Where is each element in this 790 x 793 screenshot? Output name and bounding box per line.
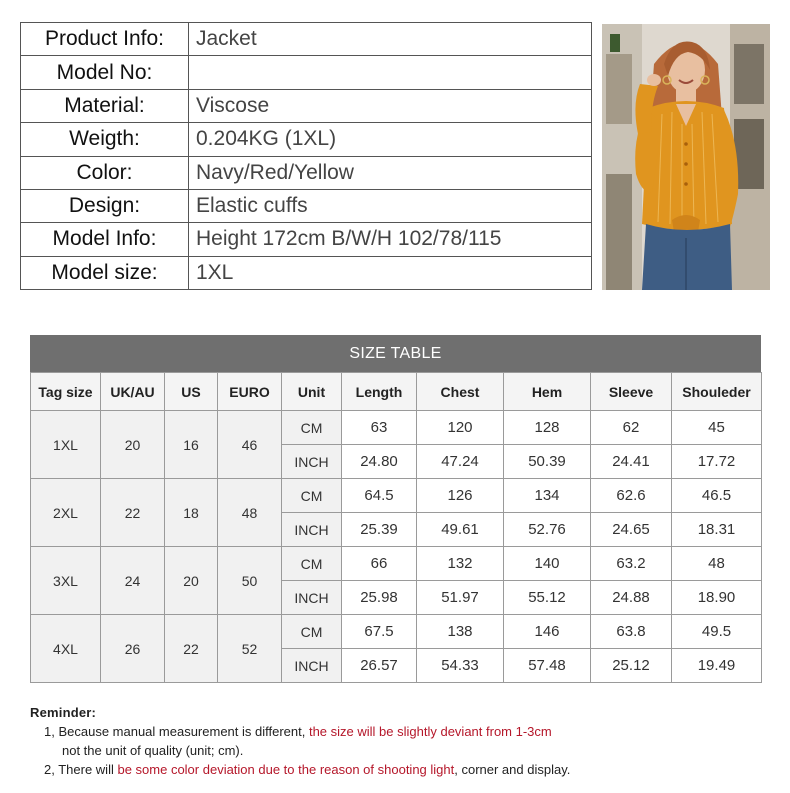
uk-cell: 24 [101,547,165,615]
chest-cell: 47.24 [417,445,504,479]
shoulder-cell: 48 [672,547,762,581]
info-row-model-info [21,223,592,256]
chest-cell: 51.97 [417,581,504,615]
length-cell: 25.98 [342,581,417,615]
shoulder-cell: 46.5 [672,479,762,513]
chest-cell: 54.33 [417,649,504,683]
length-cell: 64.5 [342,479,417,513]
info-row-model-no [21,56,592,89]
col-header: Unit [282,373,342,411]
reminder [30,703,770,779]
col-header: UK/AU [101,373,165,411]
unit-cell: CM [282,479,342,513]
us-cell: 18 [165,479,218,547]
info-value: Height 172cm B/W/H 102/78/115 [189,223,592,256]
shoulder-cell: 49.5 [672,615,762,649]
info-label: Design: [21,189,189,222]
unit-cell: INCH [282,581,342,615]
col-header: US [165,373,218,411]
euro-cell: 48 [218,479,282,547]
sleeve-cell: 24.65 [591,513,672,547]
size-table-title: SIZE TABLE [30,335,761,372]
shoulder-cell: 45 [672,411,762,445]
table-row [31,547,762,581]
col-header: Shouleder [672,373,762,411]
size-table-header [31,373,762,411]
info-label: Color: [21,156,189,189]
info-label: Model Info: [21,223,189,256]
shoulder-cell: 17.72 [672,445,762,479]
sleeve-cell: 25.12 [591,649,672,683]
unit-cell: CM [282,547,342,581]
size-table-section [30,335,761,681]
info-row-product [21,23,592,56]
info-value: Viscose [189,89,592,122]
jeans [642,224,732,290]
info-row-model-size [21,256,592,289]
table-row [31,479,762,513]
length-cell: 67.5 [342,615,417,649]
model-illustration [602,24,770,290]
unit-cell: INCH [282,513,342,547]
model-photo [602,24,770,290]
reminder-highlight: the size will be slightly deviant from 1-3cm [308,724,552,739]
euro-cell: 52 [218,615,282,683]
tag-size-cell: 4XL [31,615,101,683]
table-row [31,411,762,445]
hem-cell: 50.39 [504,445,591,479]
info-label: Model No: [21,56,189,89]
info-value: Elastic cuffs [189,189,592,222]
table-row [31,615,762,649]
uk-cell: 26 [101,615,165,683]
length-cell: 25.39 [342,513,417,547]
reminder-line-2 [30,760,770,779]
sleeve-cell: 63.8 [591,615,672,649]
info-value [189,56,592,89]
size-table [30,372,762,683]
info-value: 0.204KG (1XL) [189,123,592,156]
unit-cell: CM [282,615,342,649]
reminder-text: 2, There will [44,762,118,777]
col-header: Hem [504,373,591,411]
info-row-design [21,189,592,222]
info-label: Material: [21,89,189,122]
reminder-text: 1, Because manual measurement is different, [44,724,309,739]
uk-cell: 20 [101,411,165,479]
sleeve-cell: 24.41 [591,445,672,479]
length-cell: 66 [342,547,417,581]
info-row-weight [21,123,592,156]
length-cell: 26.57 [342,649,417,683]
chest-cell: 126 [417,479,504,513]
hem-cell: 146 [504,615,591,649]
info-row-material [21,89,592,122]
us-cell: 22 [165,615,218,683]
reminder-heading: Reminder: [30,705,97,720]
info-label: Product Info: [21,23,189,56]
tag-size-cell: 3XL [31,547,101,615]
info-value: Navy/Red/Yellow [189,156,592,189]
info-value: 1XL [189,256,592,289]
product-info-table [20,22,592,290]
hem-cell: 140 [504,547,591,581]
reminder-highlight: be some color deviation due to the reason of shooting light [117,762,455,777]
col-header: Chest [417,373,504,411]
chest-cell: 138 [417,615,504,649]
col-header: Tag size [31,373,101,411]
length-cell: 63 [342,411,417,445]
chest-cell: 132 [417,547,504,581]
reminder-text: , corner and display. [454,762,571,777]
tag-size-cell: 2XL [31,479,101,547]
info-row-color [21,156,592,189]
unit-cell: CM [282,411,342,445]
reminder-line-1 [30,722,770,741]
length-cell: 24.80 [342,445,417,479]
info-value: Jacket [189,23,592,56]
tag-size-cell: 1XL [31,411,101,479]
euro-cell: 50 [218,547,282,615]
info-label: Weigth: [21,123,189,156]
hem-cell: 134 [504,479,591,513]
sleeve-cell: 24.88 [591,581,672,615]
col-header: Length [342,373,417,411]
shoulder-cell: 18.90 [672,581,762,615]
chest-cell: 120 [417,411,504,445]
unit-cell: INCH [282,445,342,479]
unit-cell: INCH [282,649,342,683]
hem-cell: 55.12 [504,581,591,615]
sleeve-cell: 62.6 [591,479,672,513]
us-cell: 20 [165,547,218,615]
us-cell: 16 [165,411,218,479]
reminder-line-1-continued: not the unit of quality (unit; cm). [62,743,244,758]
col-header: EURO [218,373,282,411]
col-header: Sleeve [591,373,672,411]
sleeve-cell: 63.2 [591,547,672,581]
shoulder-cell: 18.31 [672,513,762,547]
hem-cell: 128 [504,411,591,445]
sleeve-cell: 62 [591,411,672,445]
info-label: Model size: [21,256,189,289]
euro-cell: 46 [218,411,282,479]
hem-cell: 52.76 [504,513,591,547]
hem-cell: 57.48 [504,649,591,683]
shoulder-cell: 19.49 [672,649,762,683]
chest-cell: 49.61 [417,513,504,547]
uk-cell: 22 [101,479,165,547]
